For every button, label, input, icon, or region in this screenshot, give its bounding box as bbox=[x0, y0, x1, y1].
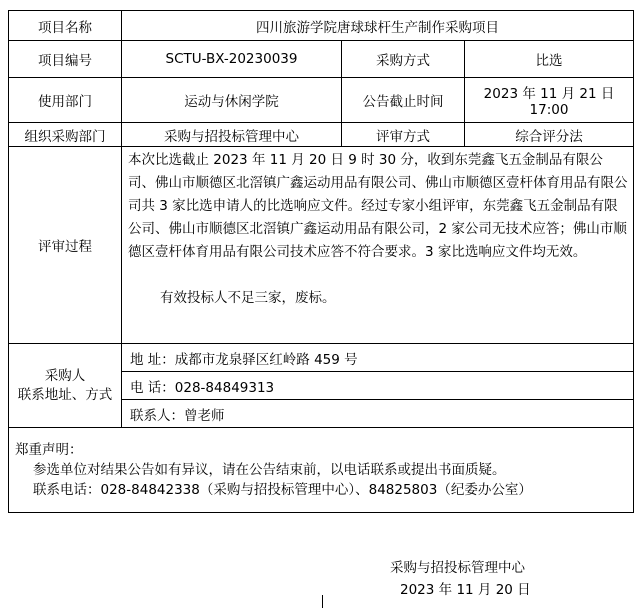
contact-address: 地 址：成都市龙泉驿区红岭路 459 号 bbox=[122, 344, 634, 372]
footer-issuer: 采购与招投标管理中心 bbox=[390, 560, 525, 576]
org-label: 组织采购部门 bbox=[9, 123, 122, 147]
dept-value: 运动与休闲学院 bbox=[122, 78, 342, 123]
deadline-label: 公告截止时间 bbox=[342, 78, 465, 123]
row-notice bbox=[9, 428, 634, 513]
org-value: 采购与招投标管理中心 bbox=[122, 123, 342, 147]
dept-label: 使用部门 bbox=[9, 78, 122, 123]
row-org bbox=[9, 123, 634, 147]
footer-date: 2023 年 11 月 20 日 bbox=[400, 582, 531, 598]
row-contact-address bbox=[9, 344, 634, 372]
review-method-value: 综合评分法 bbox=[465, 123, 634, 147]
text-cursor bbox=[322, 595, 323, 608]
notice-title: 郑重声明： bbox=[15, 442, 83, 458]
project-no-label: 项目编号 bbox=[9, 41, 122, 78]
contact-person: 联系人：曾老师 bbox=[122, 400, 634, 428]
notice-cell bbox=[9, 428, 634, 513]
contact-phone: 电 话：028-84849313 bbox=[122, 372, 634, 400]
review-method-label: 评审方式 bbox=[342, 123, 465, 147]
project-name-label: 项目名称 bbox=[9, 11, 122, 41]
method-label: 采购方式 bbox=[342, 41, 465, 78]
contact-label-line1: 采购人 bbox=[44, 367, 86, 384]
notice-line2: 联系电话：028-84842338（采购与招投标管理中心）、84825803（纪委办公室） bbox=[33, 482, 532, 498]
notice-line1: 参选单位对结果公告如有异议，请在公告结束前，以电话联系或提出书面质疑。 bbox=[33, 462, 506, 478]
row-project-name bbox=[9, 11, 634, 41]
procurement-info-table bbox=[8, 10, 634, 513]
method-value: 比选 bbox=[465, 41, 634, 78]
row-project-no bbox=[9, 41, 634, 78]
project-name-value: 四川旅游学院唐球球杆生产制作采购项目 bbox=[122, 11, 634, 41]
deadline-time: 17:00 bbox=[529, 102, 569, 118]
contact-label bbox=[9, 344, 122, 428]
deadline-value bbox=[465, 78, 634, 123]
row-dept bbox=[9, 78, 634, 123]
process-result: 有效投标人不足三家，废标。 bbox=[160, 290, 336, 306]
process-content bbox=[122, 147, 634, 344]
process-label: 评审过程 bbox=[9, 147, 122, 344]
row-process bbox=[9, 147, 634, 344]
process-text: 本次比选截止 2023 年 11 月 20 日 9 时 30 分，收到东莞鑫飞五金制品有限公司、佛山市顺德区北滘镇广鑫运动用品有限公司、佛山市顺德区壹杆体育用品有限公司共 3 家比选申请人的比选响应文件。经过专家小组评审，东莞鑫飞五金制品有限公司、佛山市顺德区北滘镇广鑫运动用品有限公司，2 家公司无技术应答；佛山市顺德区壹杆体育用品有限公司技术应答不符合要求。3 家比选响应文件均无效。 bbox=[128, 152, 628, 260]
project-no-value: SCTU-BX-20230039 bbox=[122, 41, 342, 78]
contact-label-line2: 联系地址、方式 bbox=[17, 386, 113, 403]
deadline-date: 2023 年 11 月 21 日 bbox=[483, 86, 615, 102]
